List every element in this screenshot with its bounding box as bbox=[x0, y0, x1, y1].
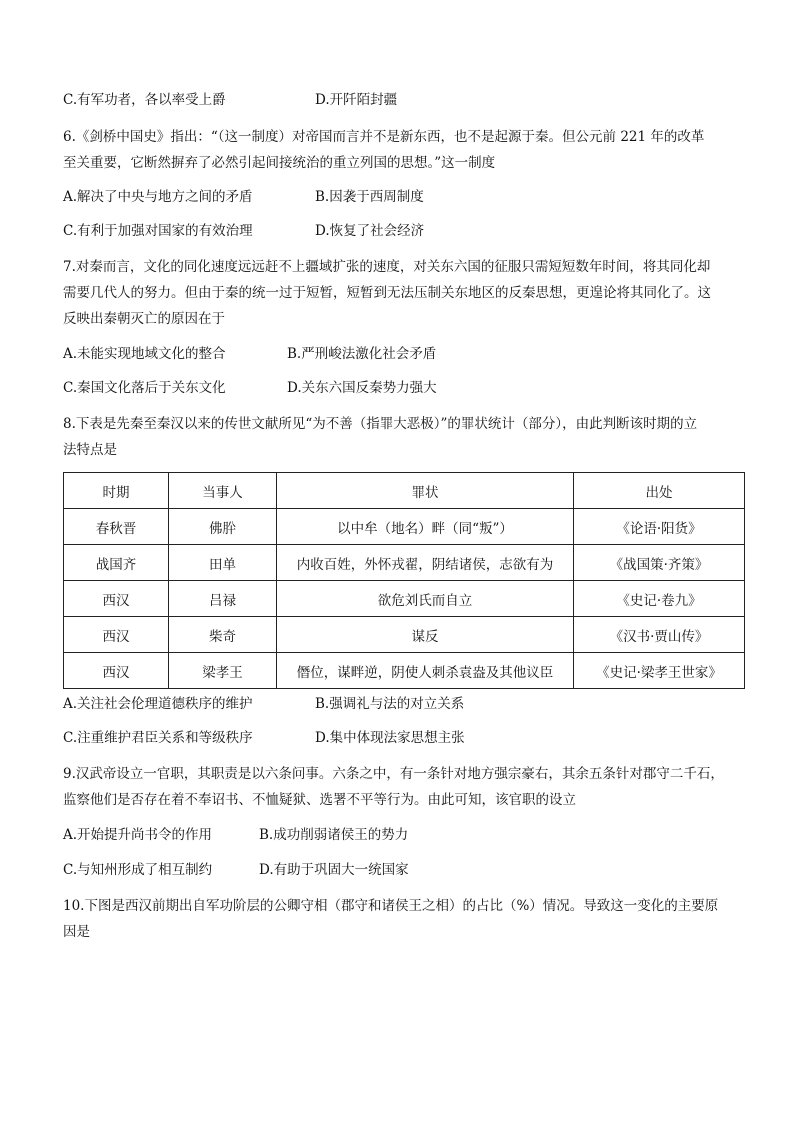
q6-stem bbox=[63, 124, 743, 176]
table-cell: 《汉书·贾山传》 bbox=[574, 617, 745, 653]
q5-option-d: D.开阡陌封疆 bbox=[315, 92, 398, 108]
q6-stem-line-2: 至关重要，它断然摒弃了必然引起间接统治的重立列国的思想。”这一制度 bbox=[63, 155, 496, 171]
q7-stem-line-2: 需要几代人的努力。但由于秦的统一过于短暂，短暂到无法压制关东地区的反秦思想，更遑论将其同化了。这 bbox=[63, 285, 711, 301]
q7-option-b: B.严刑峻法激化社会矛盾 bbox=[287, 346, 437, 362]
crime-table bbox=[63, 472, 745, 689]
q10-stem-line-2: 因是 bbox=[63, 924, 90, 940]
table-row bbox=[64, 653, 745, 689]
table-cell: 以中牟（地名）畔（同“叛”） bbox=[277, 509, 574, 545]
q8-stem bbox=[63, 411, 743, 463]
q5-option-c: C.有军功者，各以率受上爵 bbox=[63, 92, 226, 108]
q9-stem-line-1: 9.汉武帝设立一官职，其职责是以六条问事。六条之中，有一条针对地方强宗豪右，其余五条针对郡守二千石， bbox=[63, 766, 724, 782]
table-cell: 西汉 bbox=[64, 617, 169, 653]
table-row bbox=[64, 581, 745, 617]
table-header: 时期 bbox=[64, 473, 169, 509]
q8-stem-line-1: 8.下表是先秦至秦汉以来的传世文献所见“为不善（指罪大恶极）”的罪状统计（部分），由此判断该时期的立 bbox=[63, 416, 698, 432]
q8-option-a: A.关注社会伦理道德秩序的维护 bbox=[63, 696, 253, 712]
table-cell: 吕禄 bbox=[169, 581, 277, 617]
table-cell: 西汉 bbox=[64, 653, 169, 689]
table-row bbox=[64, 545, 745, 581]
q6-option-c: C.有利于加强对国家的有效治理 bbox=[63, 223, 253, 239]
q9-stem bbox=[63, 761, 743, 813]
table-cell: 《史记·卷九》 bbox=[574, 581, 745, 617]
table-cell: 《史记·梁孝王世家》 bbox=[574, 653, 745, 689]
table-cell: 春秋晋 bbox=[64, 509, 169, 545]
table-cell: 《论语·阳货》 bbox=[574, 509, 745, 545]
q6-option-b: B.因袭于西周制度 bbox=[315, 189, 424, 205]
table-row bbox=[64, 509, 745, 545]
q7-option-d: D.关东六国反秦势力强大 bbox=[287, 380, 437, 396]
q9-option-d: D.有助于巩固大一统国家 bbox=[259, 862, 409, 878]
q6-stem-line-1: 6.《剑桥中国史》指出：“（这一制度）对帝国而言并不是新东西，也不是起源于秦。但公元前 221 年的改革 bbox=[63, 129, 705, 145]
table-cell: 《战国策·齐策》 bbox=[574, 545, 745, 581]
q7-stem bbox=[63, 254, 743, 332]
table-header-row bbox=[64, 473, 745, 509]
q8-option-c: C.注重维护君臣关系和等级秩序 bbox=[63, 730, 253, 746]
q6-option-d: D.恢复了社会经济 bbox=[315, 223, 425, 239]
q7-stem-line-3: 反映出秦朝灭亡的原因在于 bbox=[63, 311, 225, 327]
table-cell: 梁孝王 bbox=[169, 653, 277, 689]
table-row bbox=[64, 617, 745, 653]
table-cell: 内收百姓，外怀戎翟，阴结诸侯，志欲有为 bbox=[277, 545, 574, 581]
table-cell: 佛肸 bbox=[169, 509, 277, 545]
table-cell: 僭位，谋畔逆，阴使人刺杀袁盎及其他议臣 bbox=[277, 653, 574, 689]
q10-stem-line-1: 10.下图是西汉前期出自军功阶层的公卿守相（郡守和诸侯王之相）的占比（%）情况。导致这一变化的主要原 bbox=[63, 898, 719, 914]
q9-option-c: C.与知州形成了相互制约 bbox=[63, 862, 213, 878]
q6-option-a: A.解决了中央与地方之间的矛盾 bbox=[63, 189, 253, 205]
q8-option-d: D.集中体现法家思想主张 bbox=[315, 730, 465, 746]
q10-stem bbox=[63, 893, 743, 945]
table-header: 当事人 bbox=[169, 473, 277, 509]
q7-option-a: A.未能实现地域文化的整合 bbox=[63, 346, 226, 362]
table-cell: 西汉 bbox=[64, 581, 169, 617]
q9-option-a: A.开始提升尚书令的作用 bbox=[63, 827, 213, 843]
table-cell: 战国齐 bbox=[64, 545, 169, 581]
table-header: 出处 bbox=[574, 473, 745, 509]
q7-option-c: C.秦国文化落后于关东文化 bbox=[63, 380, 226, 396]
q8-stem-line-2: 法特点是 bbox=[63, 442, 117, 458]
q9-stem-line-2: 监察他们是否存在着不奉诏书、不恤疑狱、选署不平等行为。由此可知，该官职的设立 bbox=[63, 792, 576, 808]
table-cell: 田单 bbox=[169, 545, 277, 581]
q8-option-b: B.强调礼与法的对立关系 bbox=[315, 696, 465, 712]
table-cell: 柴奇 bbox=[169, 617, 277, 653]
table-header: 罪状 bbox=[277, 473, 574, 509]
table-cell: 谋反 bbox=[277, 617, 574, 653]
table-cell: 欲危刘氏而自立 bbox=[277, 581, 574, 617]
q7-stem-line-1: 7.对秦而言，文化的同化速度远远赶不上疆域扩张的速度，对关东六国的征服只需短短数年时间，将其同化却 bbox=[63, 259, 711, 275]
q9-option-b: B.成功削弱诸侯王的势力 bbox=[259, 827, 409, 843]
